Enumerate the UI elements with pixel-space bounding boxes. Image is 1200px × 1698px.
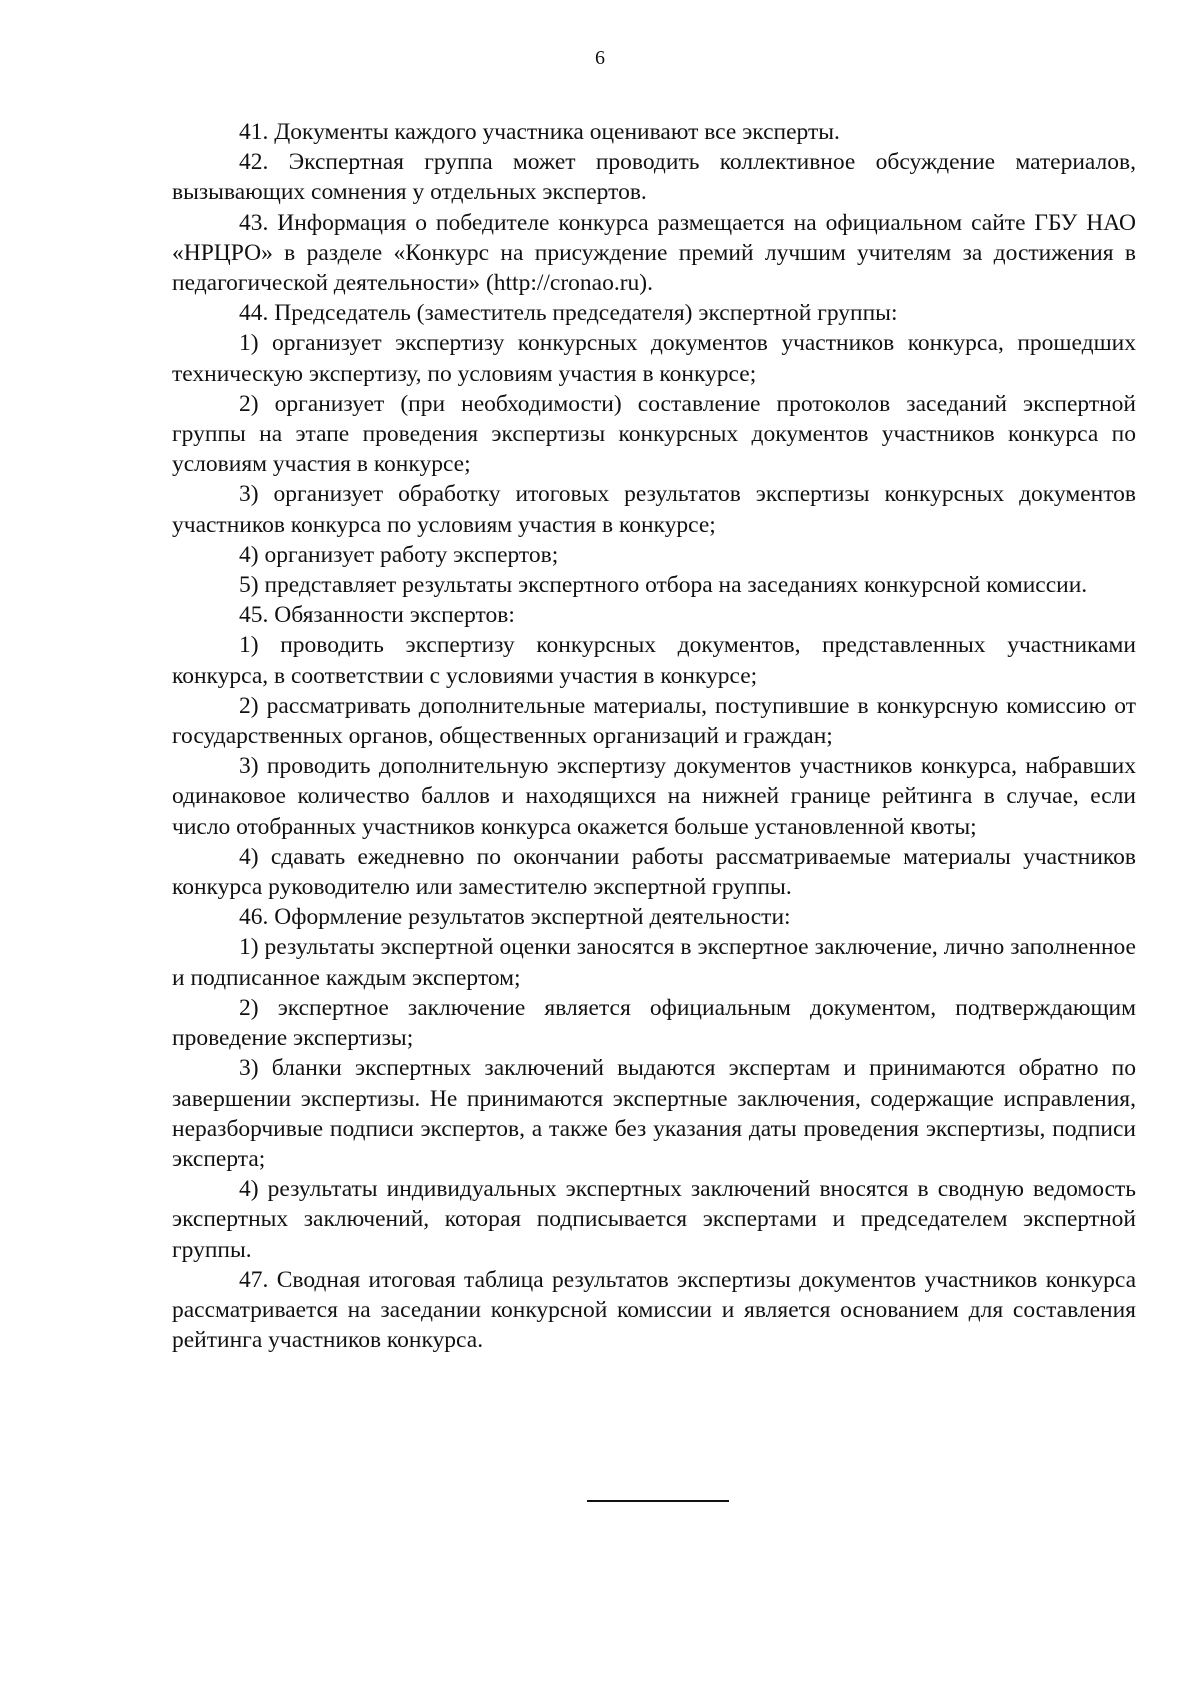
paragraph-45-item-2: 2) рассматривать дополнительные материалы, поступившие в конкурсную комиссию от государственных органов, общественных организаций и граждан; — [172, 692, 1136, 750]
paragraph-44-item-2: 2) организует (при необходимости) составление протоколов заседаний экспертной группы на этапе проведения экспертизы конкурсных документов участников конкурса по условиям участия в конкурсе; — [172, 390, 1136, 478]
document-body — [172, 117, 1136, 1355]
paragraph-45: 45. Обязанности экспертов: — [239, 602, 515, 629]
paragraph-45-item-4: 4) сдавать ежедневно по окончании работы рассматриваемые материалы участников конкурса руководителю или заместителю экспертной группы. — [172, 843, 1136, 901]
paragraph-46: 46. Оформление результатов экспертной деятельности: — [239, 904, 791, 931]
paragraph-44-item-4: 4) организует работу экспертов; — [239, 541, 559, 568]
paragraph-44: 44. Председатель (заместитель председателя) экспертной группы: — [239, 300, 898, 327]
end-of-document-rule — [587, 1500, 729, 1502]
paragraph-41: 41. Документы каждого участника оценивают все эксперты. — [239, 119, 840, 145]
paragraph-44-item-5: 5) представляет результаты экспертного отбора на заседаниях конкурсной комиссии. — [239, 572, 1088, 599]
paragraph-46-item-4: 4) результаты индивидуальных экспертных заключений вносятся в сводную ведомость экспертных заключений, которая подписывается экспертами и председателем экспертной группы. — [172, 1176, 1136, 1263]
paragraph-43: 43. Информация о победителе конкурса размещается на официальном сайте ГБУ НАО «НРЦРО» в разделе «Конкурс на присуждение премий лучшим учителям за достижения в педагогической деятельности» (http://cronao.ru). — [172, 209, 1136, 297]
paragraph-45-item-1: 1) проводить экспертизу конкурсных документов, представленных участниками конкурса, в соответствии с условиями участия в конкурсе; — [172, 632, 1136, 689]
paragraph-46-item-3: 3) бланки экспертных заключений выдаются экспертам и принимаются обратно по завершении экспертизы. Не принимаются экспертные заключения, содержащие исправления, неразборчивые подписи экспертов, а также без указания даты проведения экспертизы, подписи эксперта; — [172, 1055, 1136, 1172]
page-number: 6 — [595, 47, 605, 69]
paragraph-47: 47. Сводная итоговая таблица результатов экспертизы документов участников конкурса рассматривается на заседании конкурсной комиссии и является основанием для составления рейтинга участников конкурса. — [172, 1266, 1136, 1354]
paragraph-45-item-3: 3) проводить дополнительную экспертизу документов участников конкурса, набравших одинаковое количество баллов и находящихся на нижней границе рейтинга в случае, если число отобранных участников конкурса окажется больше установленной квоты; — [172, 753, 1136, 840]
paragraph-44-item-1: 1) организует экспертизу конкурсных документов участников конкурса, прошедших техническую экспертизу, по условиям участия в конкурсе; — [172, 330, 1136, 387]
paragraph-46-item-2: 2) экспертное заключение является официальным документом, подтверждающим проведение экспертизы; — [172, 994, 1136, 1052]
paragraph-42: 42. Экспертная группа может проводить коллективное обсуждение материалов, вызывающих сомнения у отдельных экспертов. — [172, 149, 1136, 206]
paragraph-44-item-3: 3) организует обработку итоговых результатов экспертизы конкурсных документов участников конкурса по условиям участия в конкурсе; — [172, 481, 1136, 538]
paragraph-46-item-1: 1) результаты экспертной оценки заносятся в экспертное заключение, лично заполненное и подписанное каждым экспертом; — [172, 934, 1136, 991]
